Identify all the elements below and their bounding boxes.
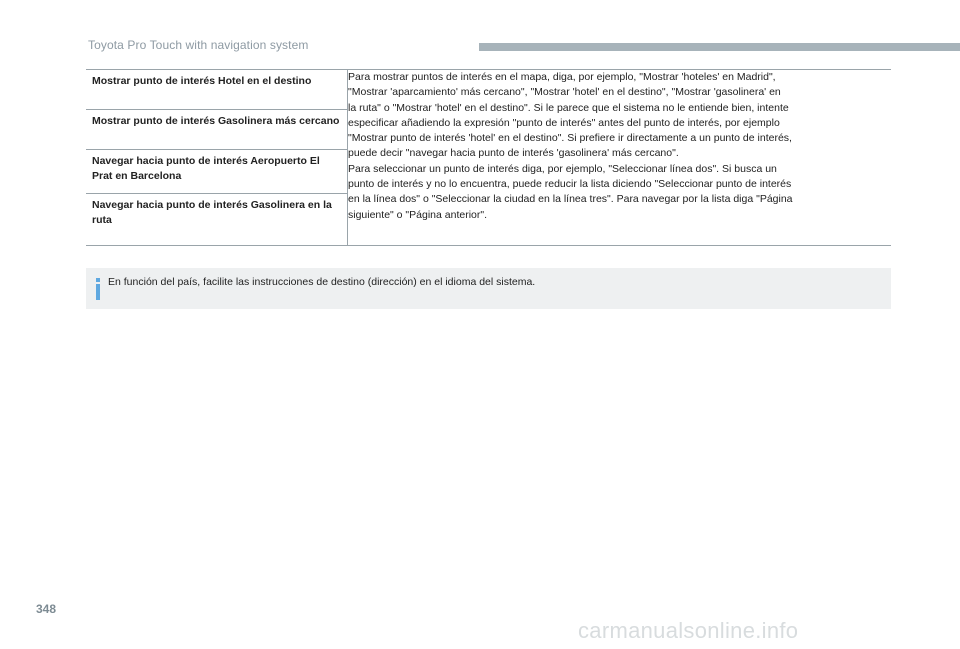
info-icon [94, 278, 102, 300]
command-cell: Navegar hacia punto de interés Gasolinera en la ruta [92, 199, 332, 226]
description-line: puede decir "navegar hacia punto de interés 'gasolinera' más cercano". [348, 147, 679, 160]
description-cell [348, 70, 892, 246]
manual-section-title: Toyota Pro Touch with navigation system [88, 38, 309, 52]
header-bar [479, 43, 960, 51]
description-line: especificar añadiendo la expresión "punto de interés" antes del punto de interés, por ejemplo [348, 116, 780, 129]
voice-commands-table [86, 69, 891, 246]
watermark: carmanualsonline.info [578, 618, 799, 643]
command-cell: Navegar hacia punto de interés Aeropuerto El Prat en Barcelona [86, 150, 347, 194]
description-line: Para mostrar puntos de interés en el mapa, diga, por ejemplo, "Mostrar 'hoteles' en Madrid", [348, 71, 776, 83]
description-line: en la línea dos" o "Seleccionar la ciudad en la línea tres". Para navegar por la lista diga "Página [348, 193, 793, 206]
command-cell: Mostrar punto de interés Hotel en el destino [86, 70, 347, 110]
page-number: 348 [36, 602, 57, 616]
command-cell: Mostrar punto de interés Gasolinera más cercano [86, 110, 347, 150]
description-line: Para seleccionar un punto de interés diga, por ejemplo, "Seleccionar línea dos". Si busca un [348, 162, 777, 175]
commands-column [86, 70, 348, 246]
info-note-text: En función del país, facilite las instrucciones de destino (dirección) en el idioma del sistema. [108, 276, 536, 288]
info-note [86, 268, 891, 309]
description-line: punto de interés y no lo encuentra, puede reducir la lista diciendo "Seleccionar punto de interés [348, 178, 792, 191]
description-line: siguiente" o "Página anterior". [348, 208, 488, 221]
description-line: "Mostrar 'aparcamiento' más cercano", "Mostrar 'hotel' en el destino", "Mostrar 'gasolinera' en [348, 86, 781, 99]
description-line: "Mostrar punto de interés 'hotel' en el destino". Si prefiere ir directamente a un punto de interés, [348, 132, 792, 145]
description-line: la ruta" o "Mostrar 'hotel' en el destino". Si le parece que el sistema no le entiende bien, intente [348, 101, 789, 114]
